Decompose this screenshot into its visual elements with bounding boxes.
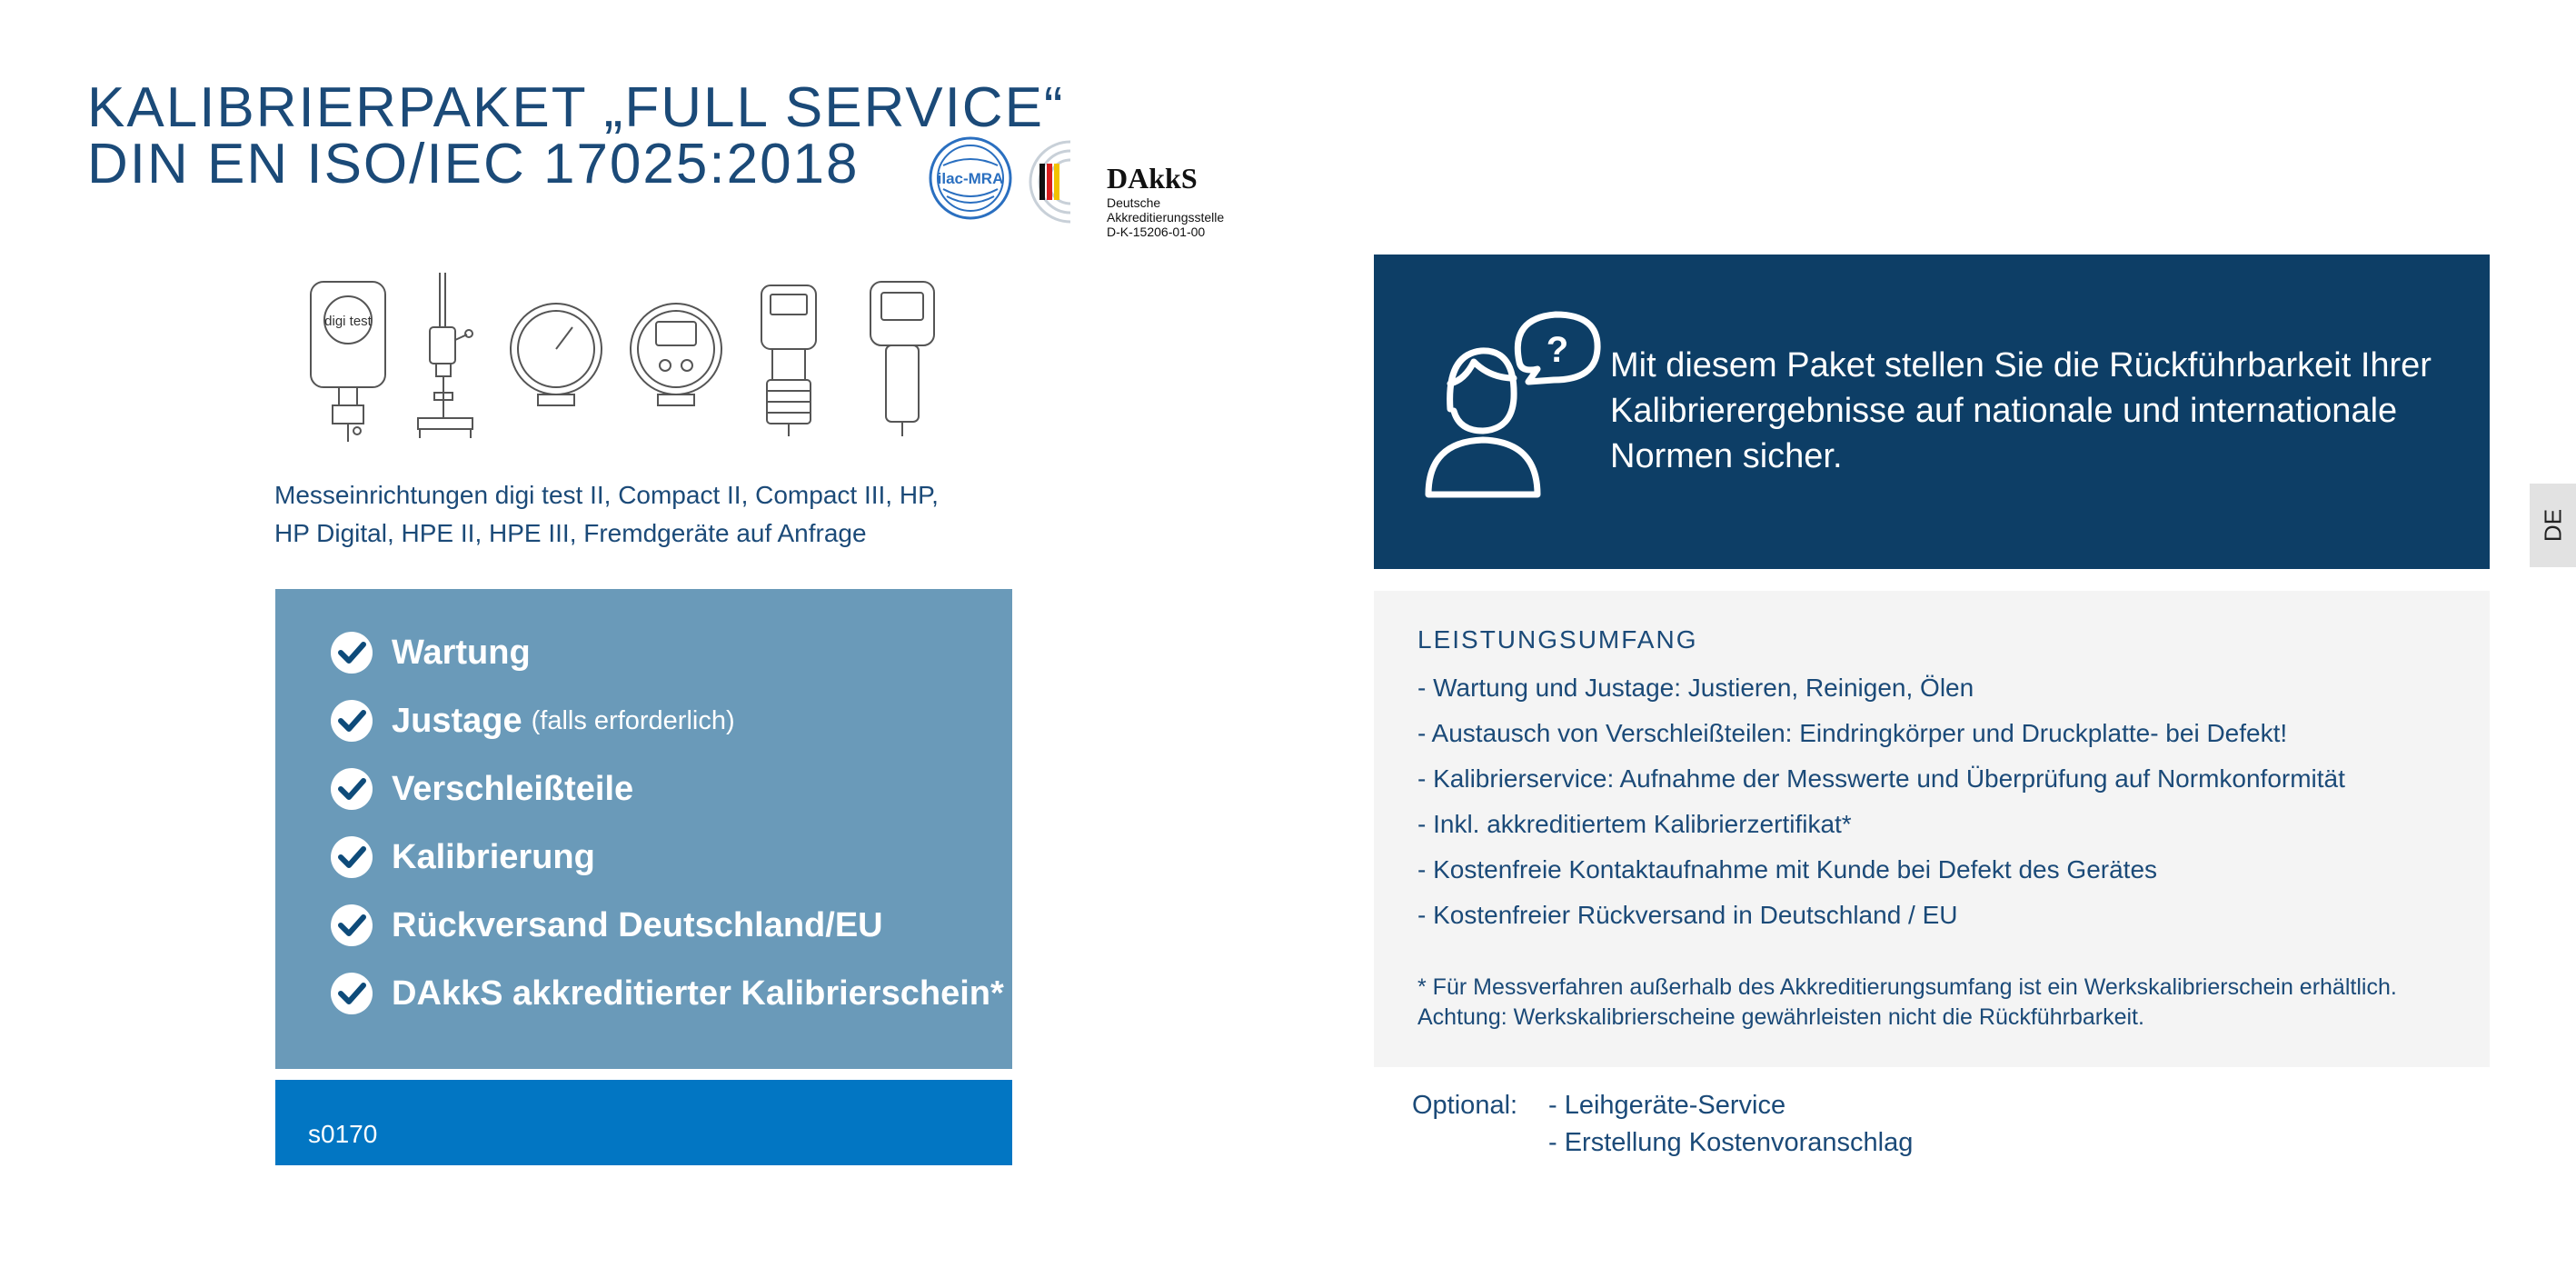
scope-footnote-line2: Achtung: Werkskalibrierscheine gewährleisten nicht die Rückführbarkeit. [1417,1004,2144,1030]
service-item [330,904,883,947]
list-item: - Leihgeräte-Service [1548,1091,1786,1120]
service-item [330,767,633,811]
device-hpe2-image [761,285,816,436]
language-tab-label: DE [2539,508,2566,543]
dakks-registration: D-K-15206-01-00 [1107,225,1206,239]
device-analog-durometer-image [511,304,602,405]
check-icon [330,904,373,947]
scope-box [1374,591,2490,1067]
list-item: - Austausch von Verschleißteilen: Eindringkörper und Druckplatte- bei Defekt! [1417,719,2288,747]
service-label: Justage [392,701,522,740]
scope-footnote-line1: * Für Messverfahren außerhalb des Akkreditierungsumfang ist ein Werkskalibrierschein erhältlich. [1417,974,2397,1000]
service-item [330,835,595,879]
list-item: - Kostenfreier Rückversand in Deutschland / EU [1417,901,1958,929]
devices-caption-line1: Messeinrichtungen digi test II, Compact II, Compact III, HP, [274,481,939,509]
dakks-logo [1025,136,1107,227]
device-stand-image [418,273,472,438]
page-title-line1: KALIBRIERPAKET „FULL SERVICE“ [87,76,1065,139]
service-label: DAkkS akkreditierter Kalibrierschein* [392,973,1004,1013]
check-icon [330,972,373,1015]
device-hpe3-image [870,282,934,436]
devices-caption-line2: HP Digital, HPE II, HPE III, Fremdgeräte auf Anfrage [274,519,867,547]
device-digitest-image [311,282,385,442]
service-label: Rückversand Deutschland/EU [392,905,883,944]
device-illustrations [300,264,990,445]
dakks-sub1: Deutsche [1107,195,1161,210]
ilac-logo-text: ilac-MRA [937,170,1004,187]
page-title-line2: DIN EN ISO/IEC 17025:2018 [87,133,860,195]
service-label: Kalibrierung [392,837,595,876]
list-item: - Wartung und Justage: Justieren, Reinigen, Ölen [1417,674,1974,702]
dakks-sub2: Akkreditierungsstelle [1107,210,1225,225]
scope-footnote [1417,973,2397,1033]
service-item [330,631,531,674]
list-item: - Kalibrierservice: Aufnahme der Messwerte und Überprüfung auf Normkonformität [1417,764,2345,793]
scope-list [1417,665,2345,938]
service-label: Wartung [392,633,531,672]
digitest-label: digi test [324,314,372,329]
service-item [330,699,735,743]
article-code: s0170 [308,1120,378,1148]
service-item [330,972,1004,1015]
article-code-bar [275,1080,1012,1165]
services-box [275,589,1012,1069]
list-item: - Erstellung Kostenvoranschlag [1548,1128,1914,1157]
optional-items [1548,1087,1913,1162]
info-text: Mit diesem Paket stellen Sie die Rückführbarkeit Ihrer Kalibrierergebnisse auf nationale und internationale Normen sicher. [1610,346,2432,475]
info-box [1374,255,2490,569]
scope-title: LEISTUNGSUMFANG [1417,625,1698,654]
language-tab[interactable] [2530,484,2576,567]
dakks-logo-text [1107,162,1224,239]
service-label: Verschleißteile [392,769,634,808]
ilac-mra-logo [929,136,1012,220]
optional-label: Optional: [1412,1091,1518,1120]
list-item: - Inkl. akkreditiertem Kalibrierzertifikat* [1417,810,1852,838]
service-note: (falls erforderlich) [531,705,735,735]
list-item: - Kostenfreie Kontaktaufnahme mit Kunde bei Defekt des Gerätes [1417,855,2158,884]
devices-caption [274,476,1056,553]
check-icon [330,835,373,879]
check-icon [330,631,373,674]
page-title [87,76,1065,195]
device-digital-durometer-image [631,304,721,405]
svg-text:?: ? [1546,330,1569,370]
check-icon [330,767,373,811]
person-question-icon [1410,309,1601,500]
check-icon [330,699,373,743]
dakks-name: DAkkS [1107,162,1198,195]
